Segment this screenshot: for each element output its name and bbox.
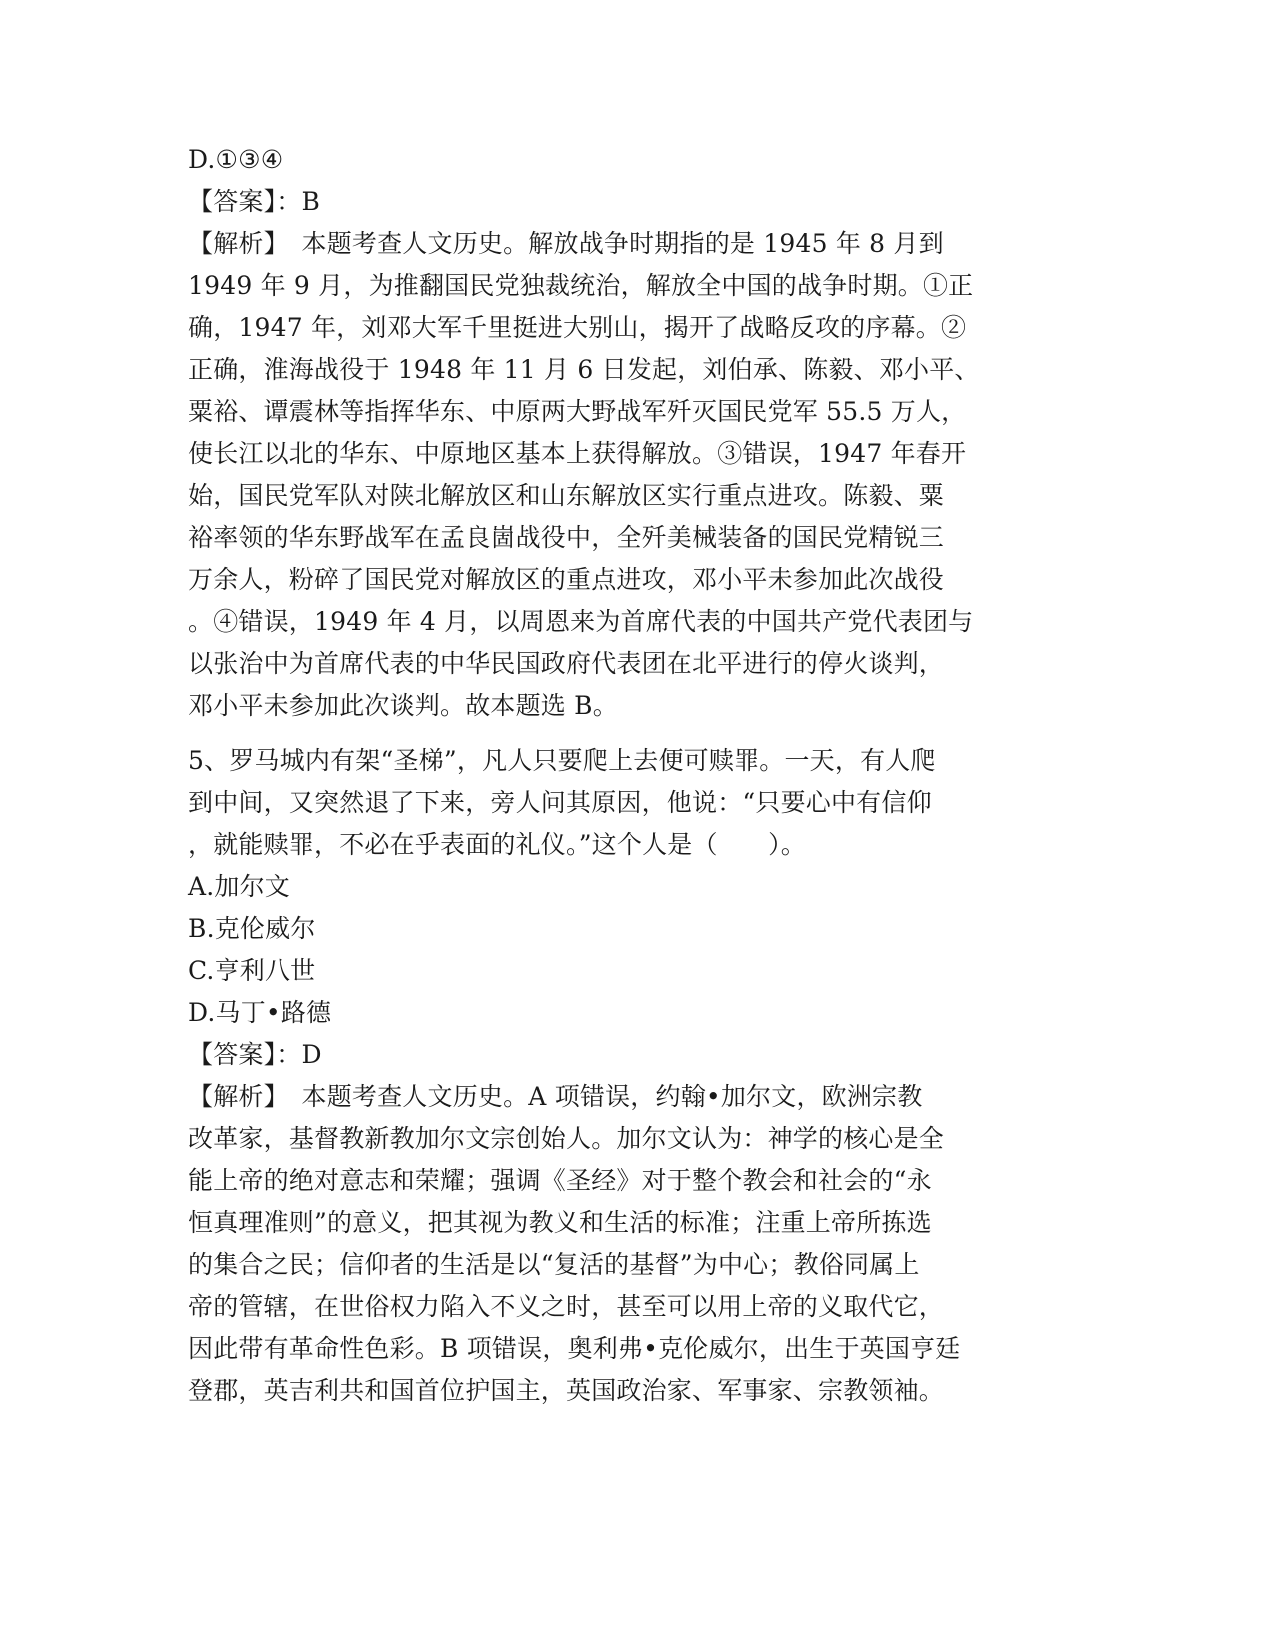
q4-explanation-line: 裕率领的华东野战军在孟良崮战役中，全歼美械装备的国民党精锐三 — [188, 523, 945, 552]
q4-option-d: D.①③④ — [188, 145, 284, 174]
q4-explanation-line: 【解析】 本题考查人文历史。解放战争时期指的是 1945 年 8 月到 — [188, 229, 944, 258]
q5-option-d: D.马丁•路德 — [188, 998, 332, 1027]
q4-explanation-line: 始，国民党军队对陕北解放区和山东解放区实行重点进攻。陈毅、粟 — [188, 481, 945, 510]
q5-explanation-line: 登郡，英吉利共和国首位护国主，英国政治家、军事家、宗教领袖。 — [188, 1376, 945, 1405]
q5-explanation-line: 改革家，基督教新教加尔文宗创始人。加尔文认为：神学的核心是全 — [188, 1124, 945, 1153]
q4-explanation-line: 以张治中为首席代表的中华民国政府代表团在北平进行的停火谈判， — [188, 649, 945, 678]
q5-answer: 【答案】：D — [188, 1040, 322, 1069]
q5-explanation-line: 因此带有革命性色彩。B 项错误，奥利弗•克伦威尔，出生于英国亨廷 — [188, 1334, 961, 1363]
q5-explanation-line: 恒真理准则”的意义，把其视为教义和生活的标准；注重上帝所拣选 — [188, 1208, 932, 1237]
q5-option-b: B.克伦威尔 — [188, 914, 316, 943]
q5-explanation-line: 能上帝的绝对意志和荣耀；强调《圣经》对于整个教会和社会的“永 — [188, 1166, 932, 1195]
q5-question-line: ，就能赎罪，不必在乎表面的礼仪。”这个人是（ ）。 — [188, 830, 806, 859]
q4-explanation-line: 邓小平未参加此次谈判。故本题选 B。 — [188, 691, 618, 720]
q5-explanation-line: 的集合之民；信仰者的生活是以“复活的基督”为中心；教俗同属上 — [188, 1250, 920, 1279]
q5-question-line: 到中间，又突然退了下来，旁人问其原因，他说：“只要心中有信仰 — [188, 788, 932, 817]
q4-explanation-line: 万余人，粉碎了国民党对解放区的重点进攻，邓小平未参加此次战役 — [188, 565, 945, 594]
q5-option-c: C.亨利八世 — [188, 956, 316, 985]
q4-answer: 【答案】：B — [188, 187, 321, 216]
q5-explanation-line: 帝的管辖，在世俗权力陷入不义之时，甚至可以用上帝的义取代它， — [188, 1292, 945, 1321]
q4-explanation-line: 粟裕、谭震林等指挥华东、中原两大野战军歼灭国民党军 55.5 万人， — [188, 397, 967, 426]
q4-explanation-line: 。④错误，1949 年 4 月，以周恩来为首席代表的中国共产党代表团与 — [188, 607, 974, 636]
q4-explanation-line: 正确，淮海战役于 1948 年 11 月 6 日发起，刘伯承、陈毅、邓小平、 — [188, 355, 980, 384]
q4-explanation-line: 确，1947 年，刘邓大军千里挺进大别山，揭开了战略反攻的序幕。② — [188, 313, 967, 342]
q5-explanation-line: 【解析】 本题考查人文历史。A 项错误，约翰•加尔文，欧洲宗教 — [188, 1082, 923, 1111]
q5-option-a: A.加尔文 — [188, 872, 291, 901]
q4-explanation-line: 1949 年 9 月，为推翻国民党独裁统治，解放全中国的战争时期。①正 — [188, 271, 974, 300]
q5-question-line: 5、罗马城内有架“圣梯”，凡人只要爬上去便可赎罪。一天，有人爬 — [188, 746, 936, 775]
q4-explanation-line: 使长江以北的华东、中原地区基本上获得解放。③错误，1947 年春开 — [188, 439, 967, 468]
